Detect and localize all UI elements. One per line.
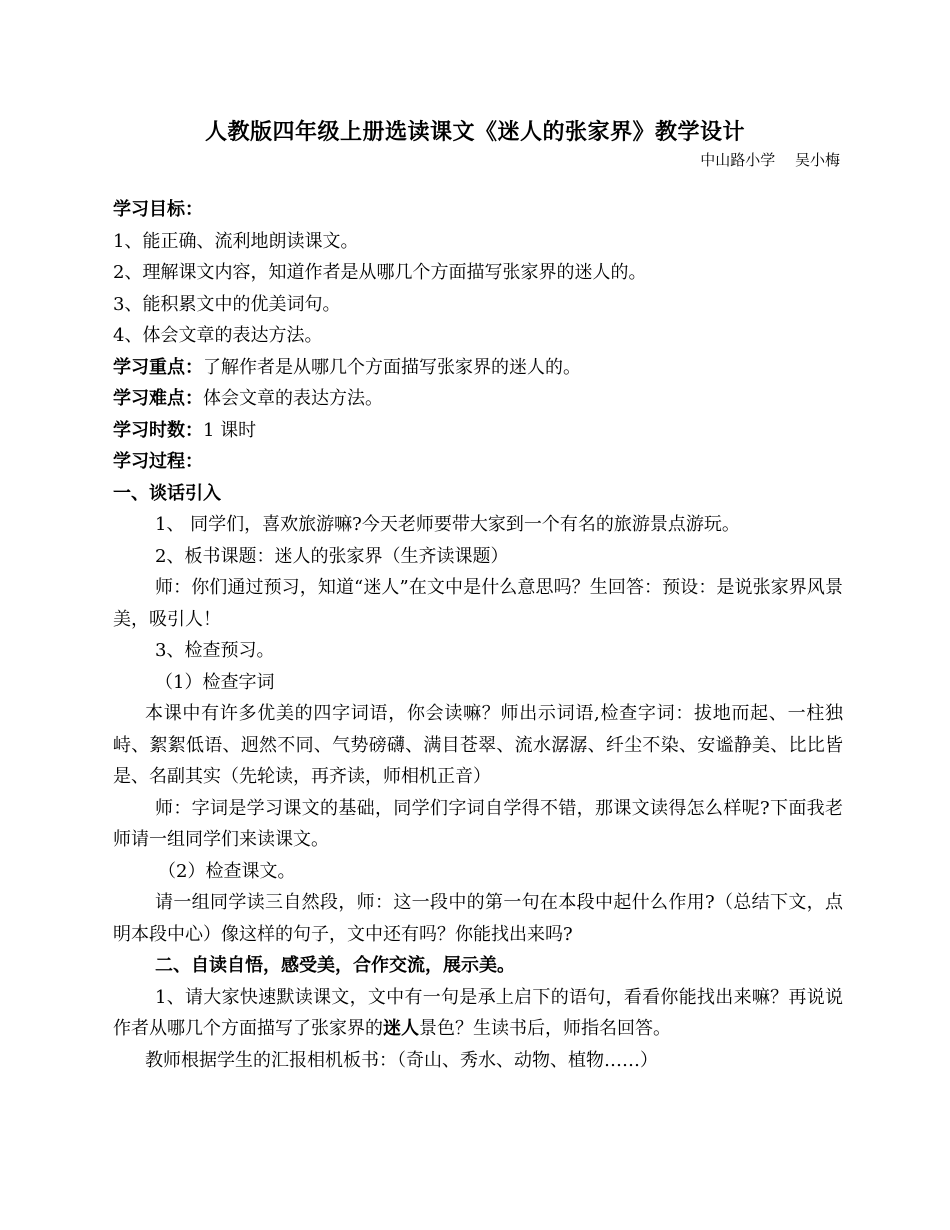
focus-text: 了解作者是从哪几个方面描写张家界的迷人的。 [203, 356, 581, 378]
section1-paragraph-6: 本课中有许多优美的四字词语，你会读嘛？师出示词语,检查字词：拔地而起、一柱独峙、絮絮低语、迥然不同、气势磅礴、满目苍翠、流水潺潺、纤尘不染、安谧静美、比比皆是、名副其实（先轮读，再齐读，师相机正音） [113, 703, 843, 787]
focus-label: 学习重点： [113, 356, 203, 378]
objective-item-4: 4、体会文章的表达方法。 [113, 325, 323, 346]
section1-paragraph-1: 1、 同学们，喜欢旅游嘛?今天老师要带大家到一个有名的旅游景点游玩。 [155, 514, 740, 535]
process-heading: 学习过程： [113, 451, 203, 472]
focus-line [113, 352, 843, 384]
duration-line [113, 415, 843, 447]
document-title: 人教版四年级上册选读课文《迷人的张家界》教学设计 [204, 119, 745, 145]
section1-paragraph-4: 3、检查预习。 [155, 640, 275, 661]
section2-p1-bold: 迷人 [383, 1018, 419, 1039]
difficulty-label: 学习难点： [113, 388, 203, 409]
section2-paragraph-2: 教师根据学生的汇报相机板书：（奇山、秀水、动物、植物……） [145, 1049, 658, 1071]
section1-heading: 一、谈话引入 [113, 482, 221, 504]
objective-item-2: 2、理解课文内容，知道作者是从哪几个方面描写张家界的迷人的。 [113, 262, 647, 283]
difficulty-line [113, 383, 843, 415]
document-body [113, 194, 843, 1076]
duration-text: 1 课时 [203, 419, 257, 441]
author-line: 中山路小学 吴小梅 [700, 151, 840, 169]
section2-heading: 二、自读自悟，感受美，合作交流，展示美。 [155, 955, 515, 976]
section1-paragraph-9: 请一组同学读三自然段，师：这一段中的第一句在本段中起什么作用?（总结下文，点明本段中心）像这样的句子，文中还有吗？你能找出来吗? [113, 892, 843, 945]
section2-p1-after: 景色？生读书后，师指名回答。 [419, 1018, 671, 1039]
section1-paragraph-2: 2、板书课题：迷人的张家界（生齐读课题） [155, 545, 509, 567]
section2-p1-before: 1、请大家快速默读课文，文中有一句是承上启下的语句，看看你能找出来嘛？再说说作者从哪几个方面描写了张家界的 [113, 986, 843, 1039]
difficulty-text: 体会文章的表达方法。 [203, 388, 383, 409]
section1-paragraph-7: 师：字词是学习课文的基础，同学们字词自学得不错，那课文读得怎么样呢?下面我老师请一组同学们来读课文。 [113, 797, 843, 850]
section1-paragraph-8: （2）检查课文。 [158, 860, 296, 882]
duration-label: 学习时数： [113, 419, 203, 441]
objective-item-3: 3、能积累文中的优美词句。 [113, 293, 341, 315]
objective-item-1: 1、能正确、流利地朗读课文。 [113, 230, 359, 252]
objectives-heading: 学习目标： [113, 199, 203, 220]
section2-paragraph-1 [113, 982, 843, 1045]
section1-paragraph-5: （1）检查字词 [155, 671, 275, 693]
section1-paragraph-3: 师：你们通过预习，知道“迷人”在文中是什么意思吗？生回答：预设：是说张家界风景美，吸引人！ [113, 577, 843, 630]
